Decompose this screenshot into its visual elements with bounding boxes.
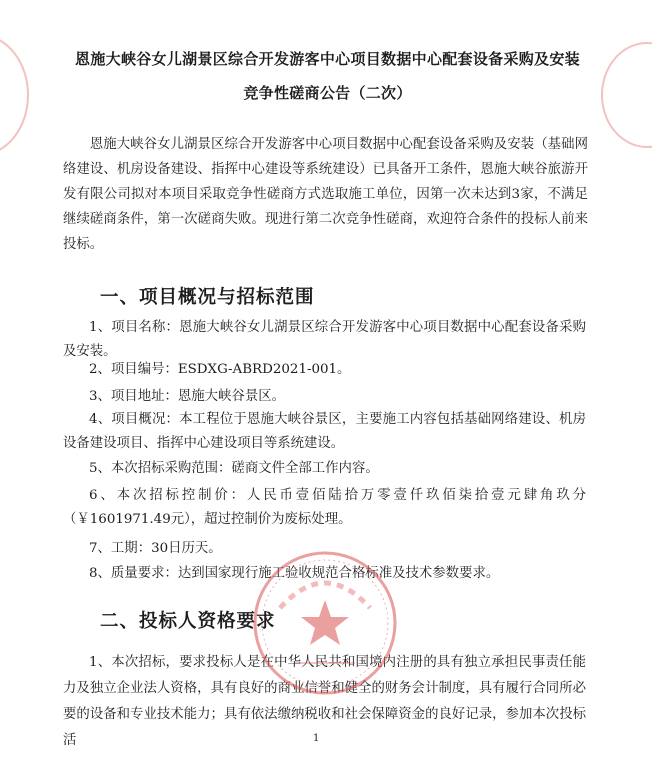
section-heading-project-overview: 一、项目概况与招标范围	[100, 287, 315, 308]
list-item-qualification-1: 1、本次招标，要求投标人是在中华人民共和国境内注册的具有独立承担民事责任能力及独立企业法人资格，具有良好的商业信誉和健全的财务会计制度，具有履行合同所必要的设备和专业技术能力；具有依法缴纳税收和社会保障资金的良好记录，参加本次投标活	[63, 655, 586, 748]
list-item-project-address: 3、项目地址：恩施大峡谷景区。	[89, 389, 285, 404]
list-item-quality: 8、质量要求：达到国家现行施工验收规范合格标准及技术参数要求。	[89, 566, 500, 581]
intro-paragraph: 恩施大峡谷女儿湖景区综合开发游客中心项目数据中心配套设备采购及安装（基础网络建设、机房设备建设、指挥中心建设等系统建设）已具备开工条件，恩施大峡谷旅游开发有限公司拟对本项目采取竞争性磋商方式选取施工单位，因第一次未达到3家，不满足继续磋商条件，第一次磋商失败。现进行第二次竞争性磋商，欢迎符合条件的投标人前来投标。	[63, 137, 588, 252]
list-item-duration: 7、工期：30日历天。	[89, 541, 222, 556]
list-item-project-name: 1、项目名称：恩施大峡谷女儿湖景区综合开发游客中心项目数据中心配套设备采购及安装。	[63, 320, 586, 359]
document-title-line-2: 竞争性磋商公告（二次）	[243, 84, 412, 102]
document-title-line-1: 恩施大峡谷女儿湖景区综合开发游客中心项目数据中心配套设备采购及安装	[75, 50, 580, 68]
page-number: 1	[313, 733, 320, 744]
list-item-control-price: 6、本次招标控制价：人民币壹佰陆拾万零壹仟玖佰柒拾壹元肆角玖分（￥1601971.49元），超过控制价为废标处理。	[63, 488, 586, 527]
list-item-project-overview: 4、项目概况：本工程位于恩施大峡谷景区，主要施工内容包括基础网络建设、机房设备建设项目、指挥中心建设项目等系统建设。	[63, 412, 586, 451]
list-item-project-number: 2、项目编号：ESDXG-ABRD2021-001。	[89, 362, 351, 377]
section-heading-bidder-qualification: 二、投标人资格要求	[100, 611, 276, 632]
list-item-procurement-scope: 5、本次招标采购范围：磋商文件全部工作内容。	[89, 461, 379, 476]
seal-stamp-top-left	[0, 30, 40, 160]
